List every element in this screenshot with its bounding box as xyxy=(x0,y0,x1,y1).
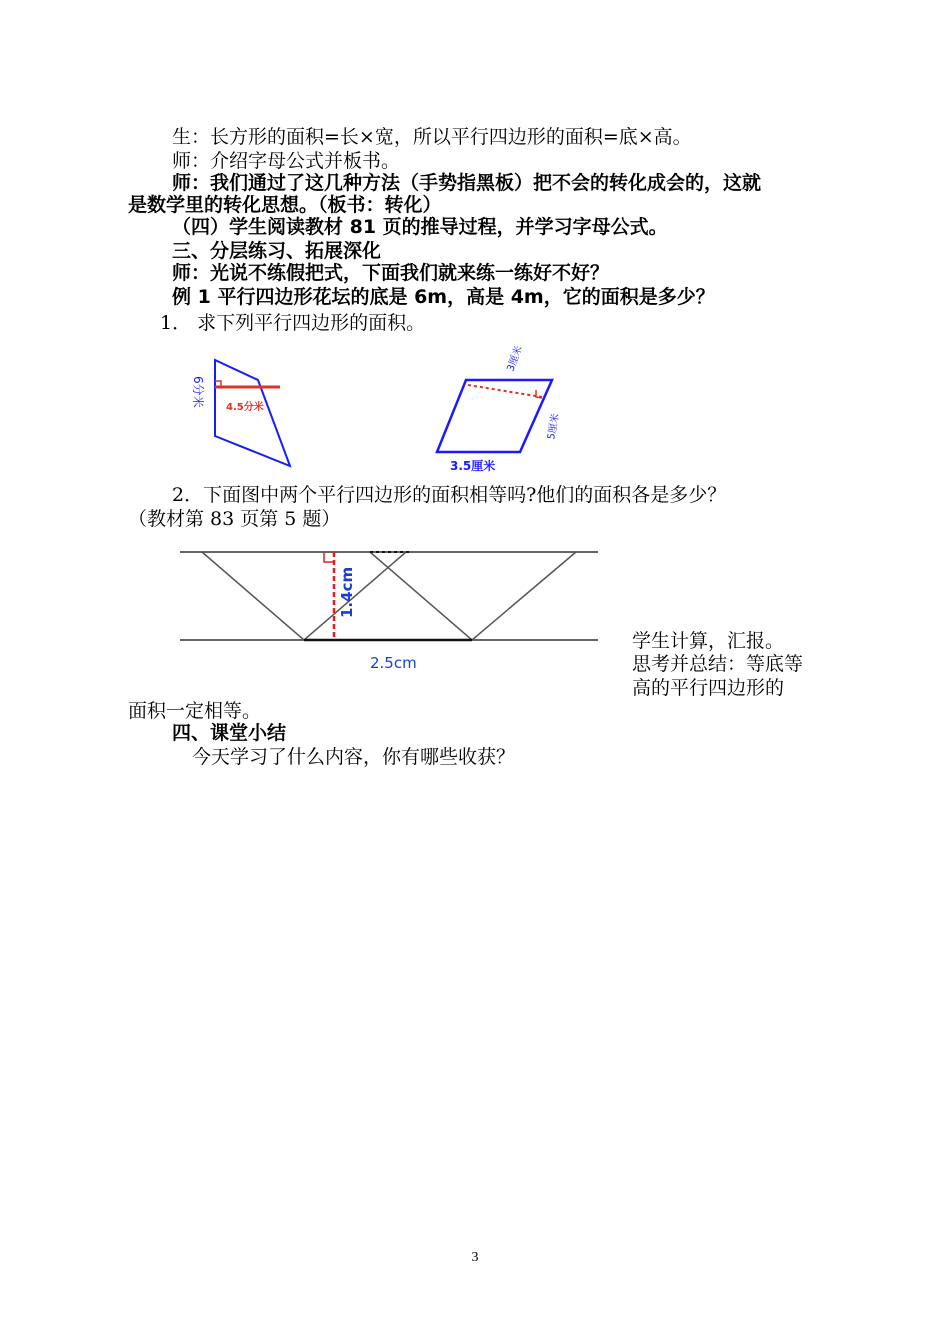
height-label: 1.4cm xyxy=(338,566,356,618)
exercise-2-source: （教材第 83 页第 5 题） xyxy=(128,508,341,530)
teacher-formula-line: 师：介绍字母公式并板书。 xyxy=(172,150,401,172)
parallelogram-2-right-side xyxy=(472,552,576,640)
teacher-transform-line-cont: 是数学里的转化思想。（板书：转化） xyxy=(128,194,442,216)
page-number: 3 xyxy=(471,1250,479,1265)
parallelogram-1-left-side xyxy=(202,552,304,640)
left-height-label: 4.5分米 xyxy=(226,402,264,413)
side-note-3: 高的平行四边形的 xyxy=(632,677,785,699)
right-parallelogram xyxy=(437,380,552,452)
base-label: 2.5cm xyxy=(370,654,417,672)
reading-section-line: （四）学生阅读教材 81 页的推导过程，并学习字母公式。 xyxy=(172,216,668,238)
summary-heading: 四、课堂小结 xyxy=(172,722,287,744)
summary-question: 今天学习了什么内容，你有哪些收获？ xyxy=(192,746,516,768)
student-answer-line: 生：长方形的面积=长×宽，所以平行四边形的面积=底×高。 xyxy=(172,126,692,148)
exercise-1-line: 1． 求下列平行四边形的面积。 xyxy=(160,312,426,334)
right-side-label: 5厘米 xyxy=(546,412,562,441)
exercise-2-line: 2．下面图中两个平行四边形的面积相等吗?他们的面积各是多少？ xyxy=(172,484,727,506)
right-height-line xyxy=(468,385,542,397)
side-note-1: 学生计算，汇报。 xyxy=(632,630,785,652)
right-top-label: 3厘米 xyxy=(505,344,525,374)
right-angle-mark xyxy=(324,552,334,562)
example-1-line: 例 1 平行四边形花坛的底是 6m，高是 4m，它的面积是多少？ xyxy=(172,286,715,308)
conclusion-line: 面积一定相等。 xyxy=(128,700,262,722)
left-parallelogram xyxy=(215,360,290,466)
right-base-label: 3.5厘米 xyxy=(450,459,496,473)
teacher-practice-line: 师：光说不练假把式，下面我们就来练一练好不好？ xyxy=(172,262,610,284)
practice-heading: 三、分层练习、拓展深化 xyxy=(172,240,382,262)
parallelogram-1-right-side xyxy=(370,552,472,640)
teacher-transform-line: 师：我们通过了这几种方法（手势指黑板）把不会的转化成会的，这就 xyxy=(172,172,762,194)
exercise-2-figure xyxy=(170,540,610,680)
left-side-label: 6分米 xyxy=(191,376,205,408)
side-note-2: 思考并总结：等底等 xyxy=(632,653,804,675)
exercise-1-figure xyxy=(150,340,610,480)
